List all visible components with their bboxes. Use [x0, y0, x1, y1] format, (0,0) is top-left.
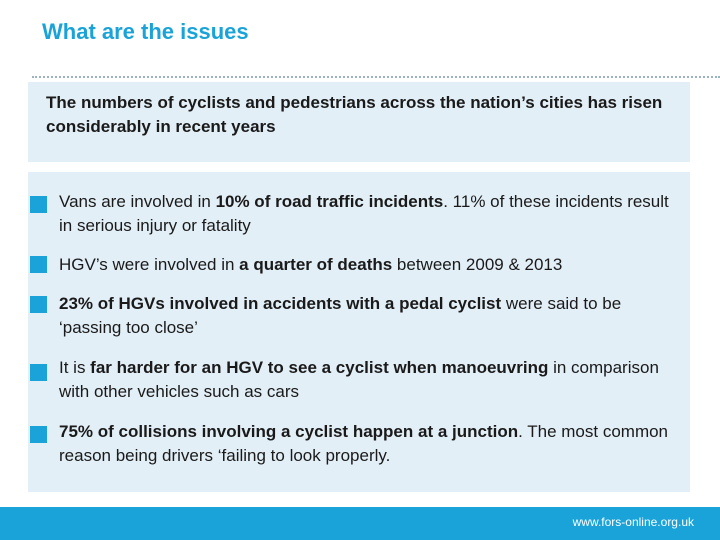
title-divider — [32, 76, 720, 78]
bullet-segment: in comparison with other vehicles such as cars — [59, 358, 659, 401]
bullet-square-icon — [30, 426, 47, 443]
bullet-text — [59, 356, 679, 404]
bullet-text — [59, 190, 679, 238]
bullet-segment: . The most common reason being drivers ‘failing to look properly. — [59, 422, 669, 465]
bullet-square-icon — [30, 196, 47, 213]
bullet-square-icon — [30, 256, 47, 273]
bullet-emphasis: 23% of HGVs involved in accidents with a pedal cyclist — [59, 294, 502, 313]
bullet-segment: HGV’s were involved in — [59, 255, 240, 274]
bullet-emphasis: a quarter of deaths — [239, 255, 393, 274]
bullet-text — [59, 420, 679, 468]
bullet-text — [59, 253, 679, 277]
intro-panel — [28, 82, 690, 162]
bullet-square-icon — [30, 296, 47, 313]
bullet-square-icon — [30, 364, 47, 381]
footer-website-link[interactable]: www.fors-online.org.uk — [572, 515, 694, 529]
intro-text: The numbers of cyclists and pedestrians across the nation’s cities has risen considerably in recent years — [46, 93, 663, 136]
bullet-emphasis: far harder for an HGV to see a cyclist when manoeuvring — [90, 358, 549, 377]
bullet-emphasis: 75% of collisions involving a cyclist happen at a junction — [59, 422, 519, 441]
footer-bar — [0, 507, 720, 540]
bullet-segment: Vans are involved in — [59, 192, 216, 211]
page-title: What are the issues — [42, 19, 249, 44]
bullet-emphasis: 10% of road traffic incidents — [215, 192, 444, 211]
bullet-text — [59, 292, 679, 340]
issues-list — [28, 172, 690, 492]
bullet-segment: . 11% of these incidents result in serious injury or fatality — [59, 192, 669, 235]
bullet-segment: It is — [59, 358, 91, 377]
bullet-segment: between 2009 & 2013 — [392, 255, 563, 274]
bullet-segment: were said to be ‘passing too close’ — [59, 294, 622, 337]
